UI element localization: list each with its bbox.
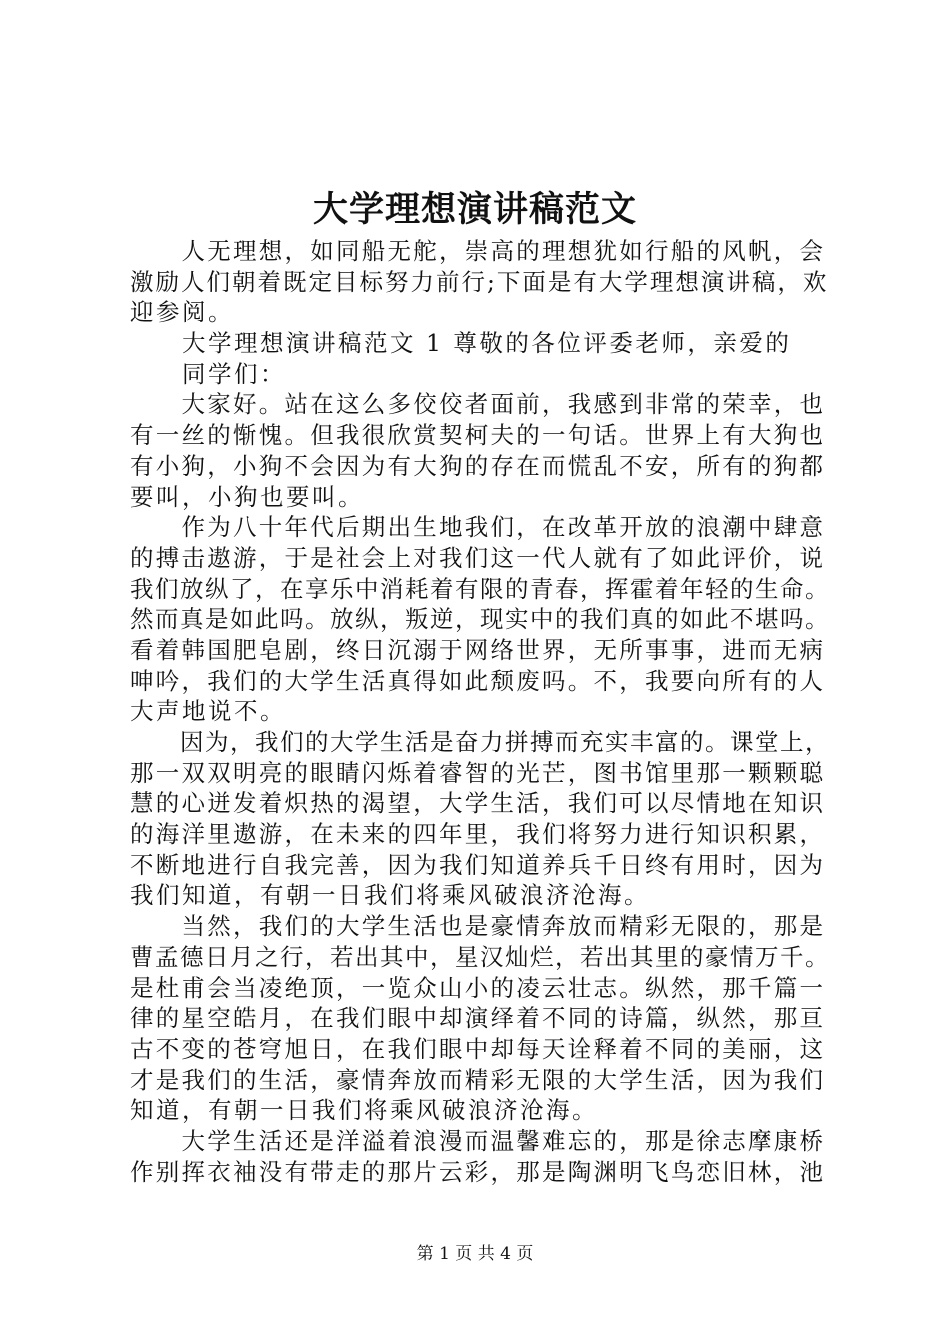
page-number-footer: 第 1 页 共 4 页 — [416, 1244, 534, 1264]
page-title: 大学理想演讲稿范文 — [312, 189, 637, 230]
body-line: 迎参阅。 — [130, 298, 234, 327]
body-line: 作别挥衣袖没有带走的那片云彩，那是陶渊明飞鸟恋旧林，池 — [130, 1157, 826, 1186]
body-line: 当然，我们的大学生活也是豪情奔放而精彩无限的，那是 — [130, 912, 826, 941]
body-line: 的搏击遨游，于是社会上对我们这一代人就有了如此评价，说 — [130, 543, 826, 572]
body-line: 有小狗，小狗不会因为有大狗的存在而慌乱不安，所有的狗都 — [130, 451, 826, 480]
body-line: 那一双双明亮的眼睛闪烁着睿智的光芒，图书馆里那一颗颗聪 — [130, 758, 826, 787]
body-line: 大声地说不。 — [130, 697, 286, 726]
body-line: 要叫，小狗也要叫。 — [130, 482, 364, 511]
body-line: 不断地进行自我完善，因为我们知道养兵千日终有用时，因为 — [130, 850, 826, 879]
body-line: 有一丝的惭愧。但我很欣赏契柯夫的一句话。世界上有大狗也 — [130, 421, 826, 450]
body-line: 的海洋里遨游，在未来的四年里，我们将努力进行知识积累， — [130, 820, 826, 849]
body-line: 然而真是如此吗。放纵，叛逆，现实中的我们真的如此不堪吗。 — [130, 605, 830, 634]
body-line: 人无理想，如同船无舵，崇高的理想犹如行船的风帆，会 — [130, 237, 826, 265]
body-line: 知道，有朝一日我们将乘风破浪济沧海。 — [130, 1096, 598, 1125]
body-line: 我们知道，有朝一日我们将乘风破浪济沧海。 — [130, 881, 650, 910]
body-line: 古不变的苍穹旭日，在我们眼中却每天诠释着不同的美丽，这 — [130, 1034, 826, 1063]
body-line: 是杜甫会当凌绝顶，一览众山小的凌云壮志。纵然，那千篇一 — [130, 973, 826, 1002]
body-line: 因为，我们的大学生活是奋力拼搏而充实丰富的。课堂上， — [130, 728, 830, 756]
body-line: 呻吟，我们的大学生活真得如此颓废吗。不，我要向所有的人 — [130, 666, 826, 695]
body-line: 看着韩国肥皂剧，终日沉溺于网络世界，无所事事，进而无病 — [130, 635, 826, 664]
body-line: 激励人们朝着既定目标努力前行;下面是有大学理想演讲稿，欢 — [130, 267, 829, 296]
body-line: 大学理想演讲稿范文 1 尊敬的各位评委老师，亲爱的 — [130, 329, 792, 358]
body-line: 我们放纵了，在享乐中消耗着有限的青春，挥霍着年轻的生命。 — [130, 574, 830, 603]
body-line: 律的星空皓月，在我们眼中却演绎着不同的诗篇，纵然，那亘 — [130, 1004, 826, 1033]
body-line: 大学生活还是洋溢着浪漫而温馨难忘的，那是徐志摩康桥 — [130, 1126, 826, 1155]
body-line: 曹孟德日月之行，若出其中，星汉灿烂，若出其里的豪情万千。 — [130, 942, 830, 971]
document-body — [130, 236, 830, 1187]
body-line: 作为八十年代后期出生地我们，在改革开放的浪潮中肆意 — [130, 513, 826, 542]
body-line: 大家好。站在这么多佼佼者面前，我感到非常的荣幸，也 — [130, 390, 826, 419]
body-line: 同学们： — [130, 359, 286, 388]
body-line: 慧的心迸发着炽热的渴望，大学生活，我们可以尽情地在知识 — [130, 789, 826, 818]
body-line: 才是我们的生活，豪情奔放而精彩无限的大学生活，因为我们 — [130, 1065, 826, 1094]
